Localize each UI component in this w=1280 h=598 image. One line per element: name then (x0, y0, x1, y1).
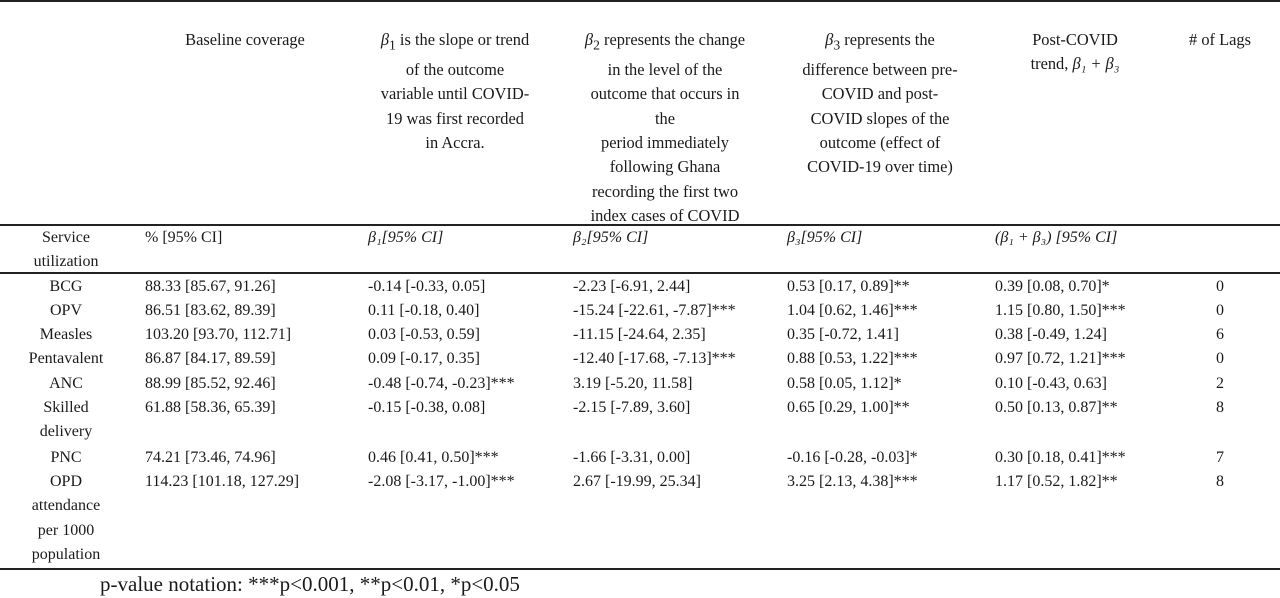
header-beta1: $\beta_1$ is the slope or trend of the outcome variable until COVID- 19 was first recorded in Accra. (380, 30, 530, 152)
table-cell-post: 0.38 [-0.49, 1.24] (995, 326, 1107, 343)
header-beta2: $\beta_2$ represents the change in the level of the outcome that occurs in the period immediately following Ghana recording the first two index cases of COVID (584, 30, 746, 226)
table-cell-lags: 0 (1216, 302, 1224, 319)
beta2-symbol: β (584, 30, 594, 49)
subheader-beta3: β₃[95% CI] (787, 229, 863, 246)
table-cell-post: 0.10 [-0.43, 0.63] (995, 375, 1107, 392)
row-service-label: OPD attendance per 1000 population (31, 473, 101, 564)
table-cell-b1: 0.11 [-0.18, 0.40] (368, 302, 480, 319)
table-cell-baseline: 86.51 [83.62, 89.39] (145, 302, 276, 319)
table-cell-b3: 0.53 [0.17, 0.89]** (787, 278, 910, 295)
table-cell-b2: -11.15 [-24.64, 2.35] (573, 326, 706, 343)
table-cell-lags: 8 (1216, 473, 1224, 490)
row-service-label: Skilled delivery (39, 399, 93, 441)
table-cell-baseline: 86.87 [84.17, 89.59] (145, 350, 276, 367)
table-cell-b1: -0.15 [-0.38, 0.08] (368, 399, 486, 416)
table-cell-baseline: 103.20 [93.70, 112.71] (145, 326, 292, 343)
subheader-post: (β₁ + β₃) [95% CI] (995, 229, 1118, 246)
row-service-label: ANC (49, 375, 83, 392)
table-cell-b3: 0.88 [0.53, 1.22]*** (787, 350, 918, 367)
table-cell-post: 0.30 [0.18, 0.41]*** (995, 449, 1126, 466)
table-top-rule (0, 0, 1280, 2)
table-cell-b3: 0.35 [-0.72, 1.41] (787, 326, 899, 343)
table-cell-post: 0.97 [0.72, 1.21]*** (995, 350, 1126, 367)
table-cell-post: 1.17 [0.52, 1.82]** (995, 473, 1118, 490)
row-service-label: Measles (39, 326, 93, 343)
table-cell-b2: 2.67 [-19.99, 25.34] (573, 473, 701, 490)
header-baseline: Baseline coverage (185, 30, 305, 49)
row-service-label: BCG (49, 278, 83, 295)
beta3-symbol: β (825, 30, 834, 49)
table-cell-baseline: 74.21 [73.46, 74.96] (145, 449, 276, 466)
table-cell-lags: 7 (1216, 449, 1224, 466)
table-cell-b3: -0.16 [-0.28, -0.03]* (787, 449, 918, 466)
row-service-label: OPV (49, 302, 82, 319)
table-cell-b1: -0.14 [-0.33, 0.05] (368, 278, 486, 295)
table-cell-b1: -2.08 [-3.17, -1.00]*** (368, 473, 515, 490)
subheader-bottom-rule (0, 272, 1280, 274)
table-cell-lags: 2 (1216, 375, 1224, 392)
table-cell-baseline: 114.23 [101.18, 127.29] (145, 473, 300, 490)
table-cell-b2: -12.40 [-17.68, -7.13]*** (573, 350, 736, 367)
table-cell-lags: 0 (1216, 278, 1224, 295)
table-cell-baseline: 88.99 [85.52, 92.46] (145, 375, 276, 392)
p-value-footnote: p-value notation: ***p<0.001, **p<0.01, *p<0.05 (100, 572, 520, 596)
table-cell-post: 1.15 [0.80, 1.50]*** (995, 302, 1126, 319)
table-cell-lags: 6 (1216, 326, 1224, 343)
subheader-beta1: β₁[95% CI] (368, 229, 444, 246)
table-cell-post: 0.39 [0.08, 0.70]* (995, 278, 1110, 295)
table-cell-b2: -1.66 [-3.31, 0.00] (573, 449, 691, 466)
table-cell-b1: 0.09 [-0.17, 0.35] (368, 350, 480, 367)
table-cell-baseline: 61.88 [58.36, 65.39] (145, 399, 276, 416)
row-service-label: Pentavalent (28, 350, 104, 367)
beta1-symbol: β (380, 30, 389, 49)
table-cell-baseline: 88.33 [85.67, 91.26] (145, 278, 276, 295)
table-cell-lags: 0 (1216, 350, 1224, 367)
table-cell-b1: -0.48 [-0.74, -0.23]*** (368, 375, 515, 392)
table-cell-b1: 0.03 [-0.53, 0.59] (368, 326, 480, 343)
table-cell-b2: -2.23 [-6.91, 2.44] (573, 278, 691, 295)
table-cell-b2: -2.15 [-7.89, 3.60] (573, 399, 691, 416)
table-cell-lags: 8 (1216, 399, 1224, 416)
table-cell-post: 0.50 [0.13, 0.87]** (995, 399, 1118, 416)
subheader-service: Service utilization (33, 229, 99, 271)
table-cell-b3: 3.25 [2.13, 4.38]*** (787, 473, 918, 490)
table-cell-b3: 0.58 [0.05, 1.12]* (787, 375, 902, 392)
header-post-covid-trend: Post-COVID trend, β₁ + β₃ (1030, 30, 1120, 74)
row-service-label: PNC (50, 449, 82, 466)
table-cell-b1: 0.46 [0.41, 0.50]*** (368, 449, 499, 466)
table-cell-b2: 3.19 [-5.20, 11.58] (573, 375, 693, 392)
table-cell-b3: 1.04 [0.62, 1.46]*** (787, 302, 918, 319)
subheader-baseline: % [95% CI] (145, 229, 223, 246)
header-lags: # of Lags (1189, 30, 1251, 49)
table-cell-b3: 0.65 [0.29, 1.00]** (787, 399, 910, 416)
subheader-beta2: β₂[95% CI] (573, 229, 649, 246)
header-beta3: $\beta_3$ represents the difference between pre- COVID and post- COVID slopes of the outcome (effect of COVID-19 over time) (802, 30, 958, 177)
table-cell-b2: -15.24 [-22.61, -7.87]*** (573, 302, 736, 319)
